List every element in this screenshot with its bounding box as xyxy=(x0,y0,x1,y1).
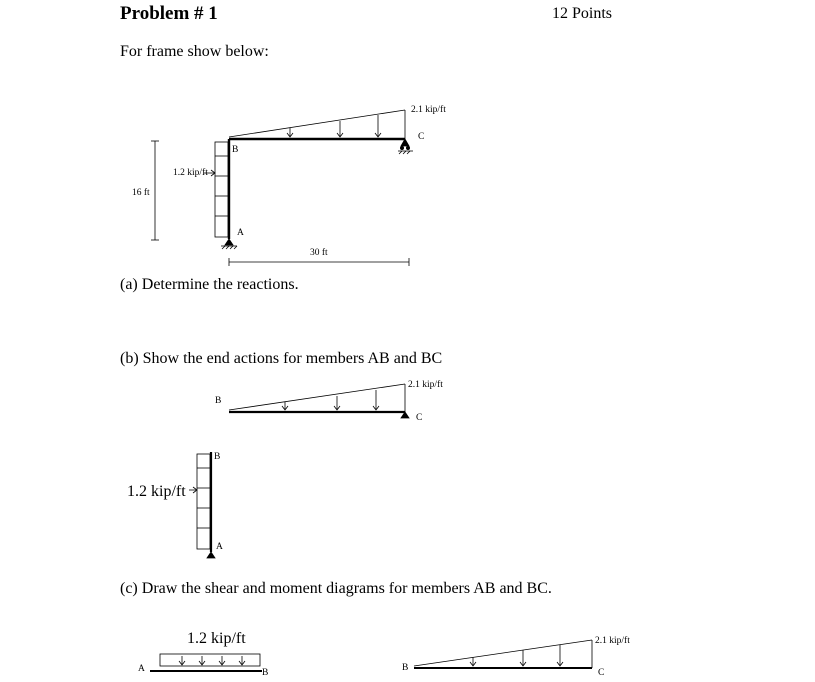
beam-node-a: A xyxy=(138,664,145,674)
load-label-bc: 2.1 kip/ft xyxy=(411,105,446,115)
height-label: 16 ft xyxy=(132,188,150,198)
load-label-ab: 1.2 kip/ft xyxy=(173,168,208,178)
intro-text: For frame show below: xyxy=(120,43,269,60)
part-b-text: (b) Show the end actions for members AB and BC xyxy=(120,350,443,367)
part-c-text: (c) Draw the shear and moment diagrams for members AB and BC. xyxy=(120,580,552,597)
points-label: 12 Points xyxy=(552,5,613,22)
node-a-label: A xyxy=(237,228,244,238)
beam-node-c: C xyxy=(598,668,605,678)
fbd-node-b-bc: B xyxy=(215,396,222,406)
fbd-load-label-bc: 2.1 kip/ft xyxy=(408,380,443,390)
uniform-load-ab-beam xyxy=(160,654,260,666)
beam-load-label-ab: 1.2 kip/ft xyxy=(187,630,246,647)
beam-node-b: B xyxy=(402,663,409,673)
part-a-text: (a) Determine the reactions. xyxy=(120,276,299,293)
beam-node-d: B xyxy=(262,668,269,678)
beam-load-label-bc: 2.1 kip/ft xyxy=(595,636,630,646)
fbd-node-b-ab: B xyxy=(214,452,221,462)
fbd-node-c: C xyxy=(416,413,423,423)
fbd-load-label-ab: 1.2 kip/ft xyxy=(127,483,186,500)
triangular-load-bc-beam xyxy=(414,640,592,668)
node-c-label: C xyxy=(418,132,425,142)
problem-title: Problem # 1 xyxy=(120,3,218,24)
fbd-node-a: A xyxy=(216,542,223,552)
span-label: 30 ft xyxy=(310,248,328,258)
node-b-label: B xyxy=(232,145,239,155)
